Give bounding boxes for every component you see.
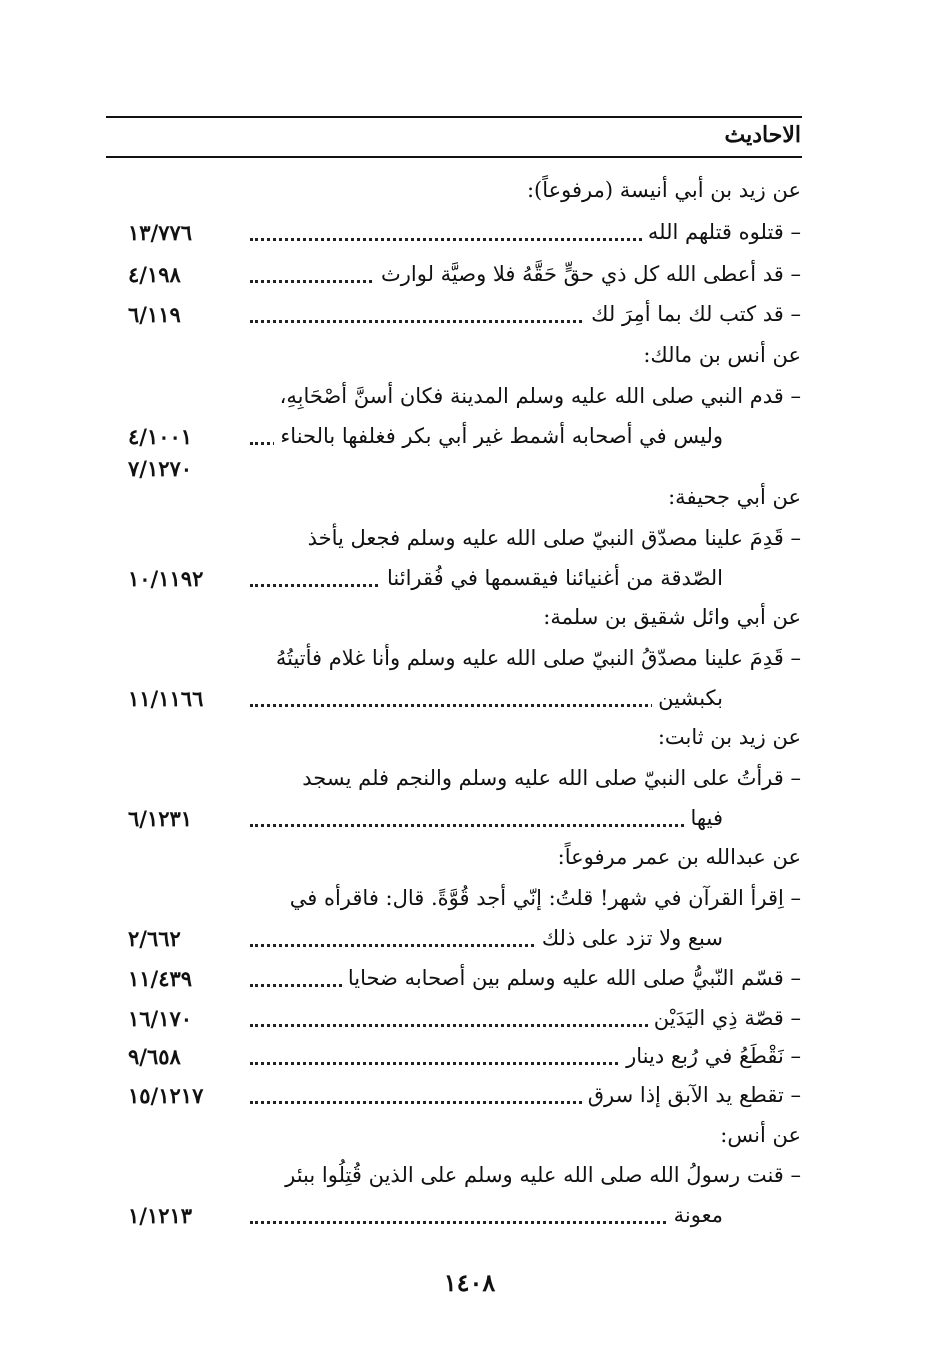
- hadith-reference-number: ٤/١٩٨: [128, 262, 181, 287]
- hadith-reference-number: ١٦/١٧٠: [128, 1006, 193, 1031]
- hadith-line: [0, 384, 939, 424]
- hadith-line: [0, 686, 939, 726]
- narrator-heading: [0, 725, 939, 765]
- hadith-reference-number: ٩/٦٥٨: [128, 1044, 181, 1069]
- hadith-reference-number: ٦/١١٩: [128, 302, 181, 327]
- narrator-label: عن عبدالله بن عمر مرفوعاً:: [557, 845, 801, 869]
- hadith-line: [0, 526, 939, 566]
- header-bottom-rule: [106, 156, 802, 158]
- hadith-continuation: الصّدقة من أغنيائنا فيقسمها في فُقرائنا: [381, 566, 723, 590]
- hadith-line: [0, 1006, 939, 1046]
- hadith-continuation: فيها: [685, 806, 723, 830]
- hadith-text: – قَدِمَ علينا مصدّقُ النبيّ صلى الله عليه وسلم وأنا غلام فأتيتُهُ: [270, 646, 801, 670]
- narrator-label: عن أنس:: [720, 1123, 801, 1147]
- hadith-reference-number: ٤/١٠٠١: [128, 424, 193, 449]
- hadith-line: [0, 966, 939, 1006]
- narrator-heading: [0, 605, 939, 645]
- hadith-continuation: سبع ولا تزد على ذلك: [536, 926, 723, 950]
- hadith-line: [0, 1083, 939, 1123]
- hadith-line: [0, 1203, 939, 1243]
- hadith-text: – قنت رسولُ الله صلى الله عليه وسلم على الذين قُتِلُوا ببئر: [279, 1163, 801, 1187]
- hadith-text: – نَقْطَعُ في رُبع دينار: [620, 1044, 801, 1068]
- hadith-text: – قصّة ذِي اليَدَيْن: [648, 1006, 801, 1030]
- narrator-heading: [0, 485, 939, 525]
- hadith-reference-number: ١/١٢١٣: [128, 1203, 193, 1228]
- hadith-text: – قرأتُ على النبيّ صلى الله عليه وسلم والنجم فلم يسجد: [296, 766, 801, 790]
- hadith-reference-number: ٢/٦٦٢: [128, 926, 181, 951]
- narrator-label: عن زيد بن ثابت:: [657, 725, 801, 749]
- header-top-rule: [106, 116, 802, 118]
- hadith-reference-number: ١١/٤٣٩: [128, 966, 193, 991]
- hadith-line: [0, 806, 939, 846]
- hadith-text: – قدم النبي صلى الله عليه وسلم المدينة فكان أسنَّ أصْحَابِهِ،: [274, 384, 801, 408]
- narrator-label: عن أبي جحيفة:: [668, 485, 801, 509]
- hadith-line: [0, 766, 939, 806]
- hadith-text: – تقطع يد الآبق إذا سرق: [582, 1083, 801, 1107]
- hadith-reference-number: ٧/١٢٧٠: [128, 456, 193, 481]
- hadith-line: [0, 302, 939, 342]
- narrator-heading: [0, 1123, 939, 1163]
- hadith-line: [0, 1044, 939, 1084]
- page-header-title: الاحاديث: [724, 122, 801, 148]
- hadith-line: [0, 262, 939, 302]
- hadith-line: [0, 566, 939, 606]
- hadith-reference-number: ١١/١١٦٦: [128, 686, 204, 711]
- hadith-text: – قَدِمَ علينا مصدّق النبيّ صلى الله عليه وسلم فجعل يأخذ: [302, 526, 801, 550]
- hadith-reference-number: ١٣/٧٧٦: [128, 220, 193, 245]
- dot-leader: [250, 1221, 719, 1224]
- narrator-heading: [0, 178, 939, 218]
- hadith-text: – قسّم النّبيُّ صلى الله عليه وسلم بين أصحابه ضحايا: [342, 966, 801, 990]
- narrator-label: عن زيد بن أبي أنيسة (مرفوعاً):: [526, 178, 801, 202]
- hadith-continuation: وليس في أصحابه أشمط غير أبي بكر فغلفها بالحناء: [274, 424, 723, 448]
- hadith-text: – قتلوه قتلهم الله: [642, 220, 801, 244]
- hadith-text: – اِقرأ القرآن في شهر! قلتُ: إنّي أجد قُوَّةً. قال: فاقرأه في: [284, 886, 801, 910]
- hadith-continuation: بكبشين: [652, 686, 723, 710]
- hadith-line: [0, 646, 939, 686]
- hadith-continuation: معونة: [668, 1203, 723, 1227]
- dot-leader: [250, 824, 719, 827]
- dot-leader: [250, 704, 719, 707]
- hadith-line: [0, 1163, 939, 1203]
- hadith-line: [0, 926, 939, 966]
- hadith-text: – قد أعطى الله كل ذي حقٍّ حَقَّهُ فلا وصيَّة لوارث: [375, 262, 801, 286]
- hadith-line: [0, 886, 939, 926]
- hadith-reference-number: ١٥/١٢١٧: [128, 1083, 204, 1108]
- hadith-reference-number: ١٠/١١٩٢: [128, 566, 204, 591]
- hadith-reference-number: ٦/١٢٣١: [128, 806, 193, 831]
- hadith-line: [0, 220, 939, 260]
- narrator-label: عن أبي وائل شقيق بن سلمة:: [543, 605, 801, 629]
- narrator-heading: [0, 845, 939, 885]
- narrator-heading: [0, 343, 939, 383]
- page-number: ١٤٠٨: [443, 1268, 496, 1297]
- hadith-text: – قد كتب لك بما أمِرَ لك: [585, 302, 801, 326]
- narrator-label: عن أنس بن مالك:: [643, 343, 801, 367]
